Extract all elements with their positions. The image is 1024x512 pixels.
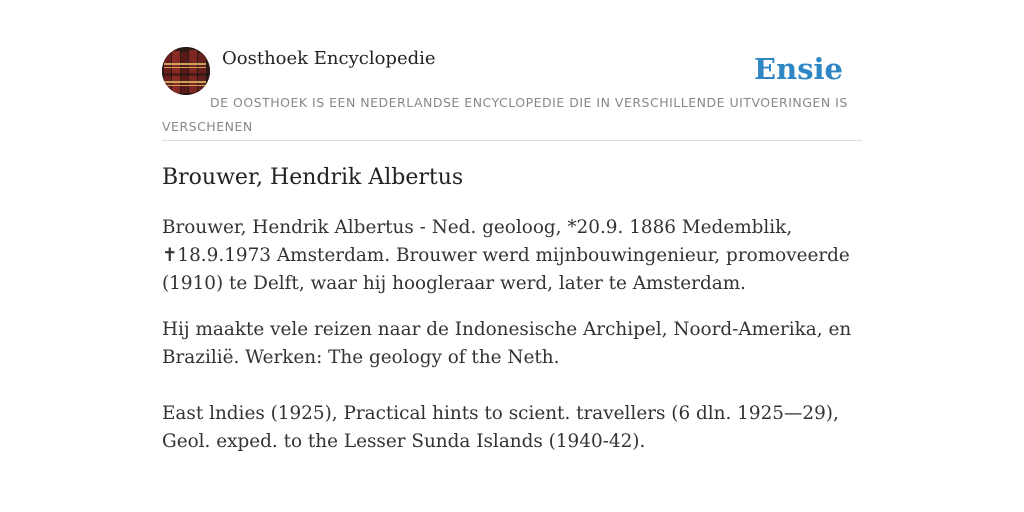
article-paragraph: Brouwer, Hendrik Albertus - Ned. geoloog, *20.9. 1886 Medemblik, ✝18.9.1973 Amsterdam. Brouwer werd mijnbouwingenieur, promoveerde (1910) te Delft, waar hij hoogleraar werd, later te Amsterdam. — [162, 217, 850, 294]
brand-logo[interactable]: Ensie — [754, 52, 843, 86]
site-header — [162, 46, 862, 141]
article-paragraph: East lndies (1925), Practical hints to scient. travellers (6 dln. 1925—29), Geol. exped. to the Lesser Sunda Islands (1940-42). — [162, 403, 839, 452]
book-spines-icon[interactable] — [162, 47, 210, 95]
article-paragraph: Hij maakte vele reizen naar de Indonesische Archipel, Noord-Amerika, en Brazilië. Werken: The geology of the Neth. — [162, 319, 852, 368]
site-name[interactable]: Oosthoek Encyclopedie — [222, 48, 436, 69]
site-tagline: DE OOSTHOEK IS EEN NEDERLANDSE ENCYCLOPEDIE DIE IN VERSCHILLENDE UITVOERINGEN IS VERSCHENEN — [162, 95, 848, 134]
article-title: Brouwer, Hendrik Albertus — [162, 165, 464, 190]
article — [162, 162, 862, 456]
